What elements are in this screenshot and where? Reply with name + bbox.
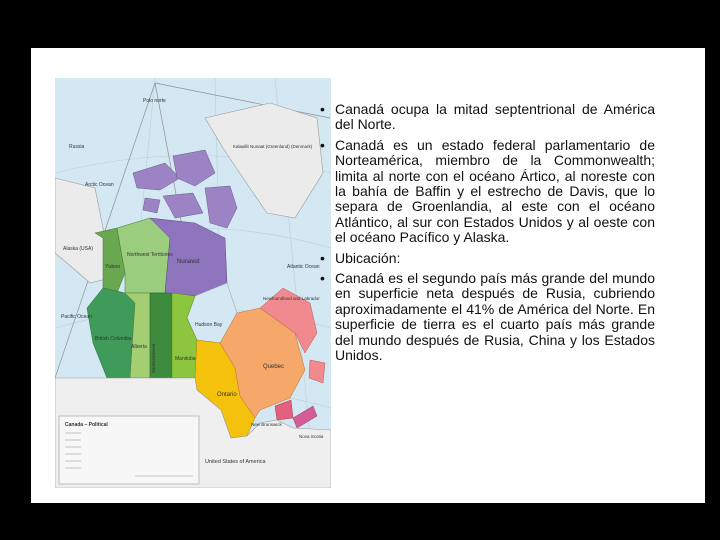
bullet-text: Ubicación: <box>335 249 401 266</box>
map-canvas <box>55 78 331 488</box>
bullet-item <box>319 138 655 246</box>
map-label-hudson-bay: Hudson Bay <box>195 322 223 328</box>
map-label-ontario: Ontario <box>217 392 237 398</box>
bullet-item <box>319 251 655 266</box>
map-label-bc: British Columbia <box>95 336 132 342</box>
map-label-saskatchewan: Saskatchewan <box>151 343 156 373</box>
map-label-pole: Polo norte <box>143 98 166 104</box>
map-label-alaska: Alaska (USA) <box>63 246 94 252</box>
map-label-usa: United States of America <box>205 459 266 465</box>
map-label-alberta: Alberta <box>131 344 147 350</box>
bullet-marker: • <box>320 249 325 266</box>
map-label-yukon: Yukon <box>105 264 121 270</box>
slide <box>31 48 705 503</box>
bullet-item <box>319 102 655 133</box>
map-label-new-brunswick: New Brunswick <box>251 422 282 427</box>
map-label-nova-scotia: Nova Scotia <box>299 434 324 439</box>
map-label-legend-title: Canada – Political <box>65 422 108 428</box>
bullet-text: Canadá es el segundo país más grande del mundo en superficie neta después de Rusia, cubriendo aproximadamente el 41% de América del Norte. En superficie de tierra es el cuarto país más grande del mundo después de Rusia, China y los Estados Unidos. <box>335 270 655 364</box>
bullet-marker: • <box>320 270 325 287</box>
map-label-pacific: Pacific Ocean <box>61 314 92 320</box>
map-label-newfoundland: Newfoundland and Labrador <box>263 296 320 301</box>
bullet-text: Canadá es un estado federal parlamentario de Norteamérica, miembro de la Commonwealth; limita al norte con el océano Ártico, al noreste con la bahía de Baffin y el estrecho de Davis, que lo separa de Groenlandia, al este con el océano Atlántico, al sur con Estados Unidos y al oeste con el océano Pacífico y Alaska. <box>335 136 655 246</box>
map-label-quebec: Quebec <box>263 364 285 370</box>
bullet-item <box>319 271 655 363</box>
canada-political-map <box>55 78 331 488</box>
map-label-russia: Russia <box>69 144 85 150</box>
bullet-marker: • <box>320 136 325 153</box>
bullet-marker: • <box>320 101 325 117</box>
map-label-northwest: Northwest Territories <box>127 252 173 258</box>
map-label-nunavut: Nunavut <box>177 259 200 265</box>
bullet-list <box>319 102 655 369</box>
map-label-greenland: Kalaallit Nunaat (Greenland) (Denmark) <box>233 144 313 149</box>
map-label-arctic-ocean: Arctic Ocean <box>85 182 114 188</box>
map-label-atlantic: Atlantic Ocean <box>287 264 320 270</box>
map-label-manitoba: Manitoba <box>175 356 196 362</box>
bullet-text: Canadá ocupa la mitad septentrional de América del Norte. <box>335 101 655 133</box>
